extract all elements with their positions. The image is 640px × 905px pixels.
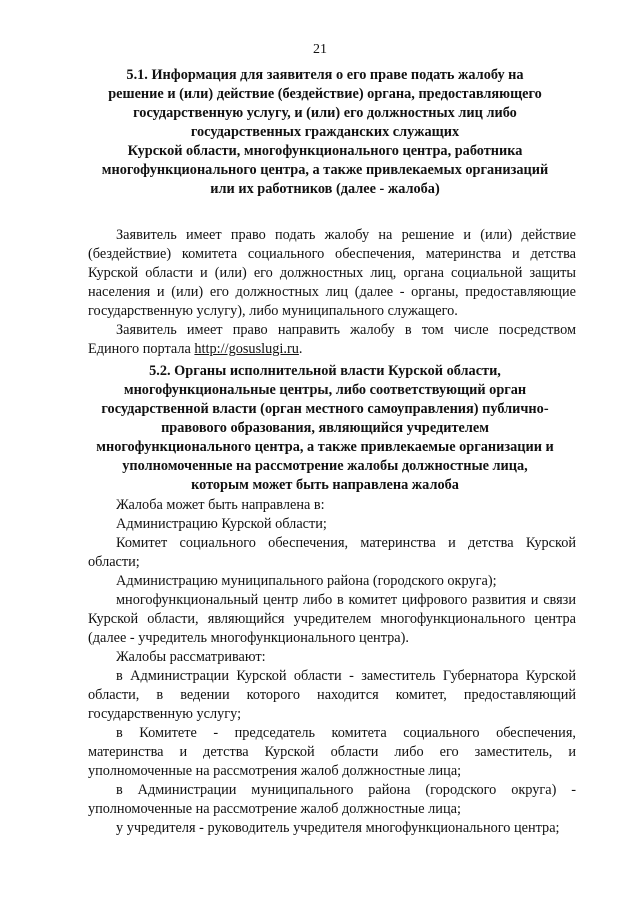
list-item: многофункциональный центр либо в комитет цифрового развития и связи Курской области, являющийся учредителем многофункционального центра (далее - учредитель многофункционального центра).	[88, 592, 576, 646]
list-item: в Комитете - председатель комитета социального обеспечения, материнства и детства Курской области либо его заместитель, и уполномоченные на рассмотрения жалоб должностные лица;	[88, 725, 576, 779]
list-item: Администрацию муниципального района (городского округа);	[116, 573, 497, 589]
heading-line: многофункционального центра, а также привлекаемые организации и	[96, 439, 554, 455]
section-5-1-body	[88, 226, 576, 359]
list-item: у учредителя - руководитель учредителя многофункционального центра;	[116, 820, 560, 836]
paragraph-end: .	[298, 341, 303, 357]
paragraph-portal	[88, 321, 576, 359]
section-5-2-body	[88, 496, 576, 838]
heading-line: государственную услугу, и (или) его должностных лиц либо	[133, 105, 517, 121]
list-item: в Администрации Курской области - заместитель Губернатора Курской области, в ведении которого находится комитет, предоставляющий государственную услугу;	[88, 668, 576, 722]
heading-line: Курской области, многофункционального центра, работника	[127, 143, 523, 159]
heading-line: 5.1. Информация для заявителя о его праве подать жалобу на	[126, 67, 524, 83]
heading-line: уполномоченные на рассмотрение жалобы должностные лица,	[122, 458, 528, 474]
section-5-1-heading	[60, 66, 590, 199]
heading-line: многофункционального центра, а также привлекаемых организаций	[101, 162, 549, 178]
list-item: Жалоба может быть направлена в:	[116, 497, 325, 513]
list-item: в Администрации муниципального района (городского округа) - уполномоченные на рассмотрение жалоб должностные лица;	[88, 782, 576, 817]
portal-link[interactable]: http://gosuslugi.ru	[194, 341, 299, 357]
paragraph: Заявитель имеет право подать жалобу на решение и (или) действие (бездействие) комитета социального обеспечения, материнства и детства Курской области и (или) его должностных лиц, органа социальной защиты населения и (или) его должностных лиц (далее - органы, предоставляющие государственную услугу), либо муниципального служащего.	[88, 227, 576, 319]
heading-line: государственной власти (орган местного самоуправления) публично-	[101, 401, 549, 417]
heading-line: решение и (или) действие (бездействие) органа, предоставляющего	[108, 86, 542, 102]
heading-line: или их работников (далее - жалоба)	[210, 181, 440, 197]
heading-line: 5.2. Органы исполнительной власти Курской области,	[149, 363, 501, 379]
heading-line: которым может быть направлена жалоба	[191, 477, 459, 493]
section-5-2-heading	[60, 362, 590, 495]
heading-line: государственных гражданских служащих	[190, 124, 460, 140]
list-item: Жалобы рассматривают:	[116, 649, 266, 665]
list-item: Комитет социального обеспечения, материнства и детства Курской области;	[88, 535, 576, 570]
page-number: 21	[313, 42, 327, 57]
heading-line: правового образования, являющийся учредителем	[161, 420, 489, 436]
list-item: Администрацию Курской области;	[116, 516, 327, 532]
heading-line: многофункциональные центры, либо соответствующий орган	[123, 382, 527, 398]
paragraph-text: Заявитель имеет право направить жалобу в том числе посредством Единого портала	[88, 322, 576, 357]
